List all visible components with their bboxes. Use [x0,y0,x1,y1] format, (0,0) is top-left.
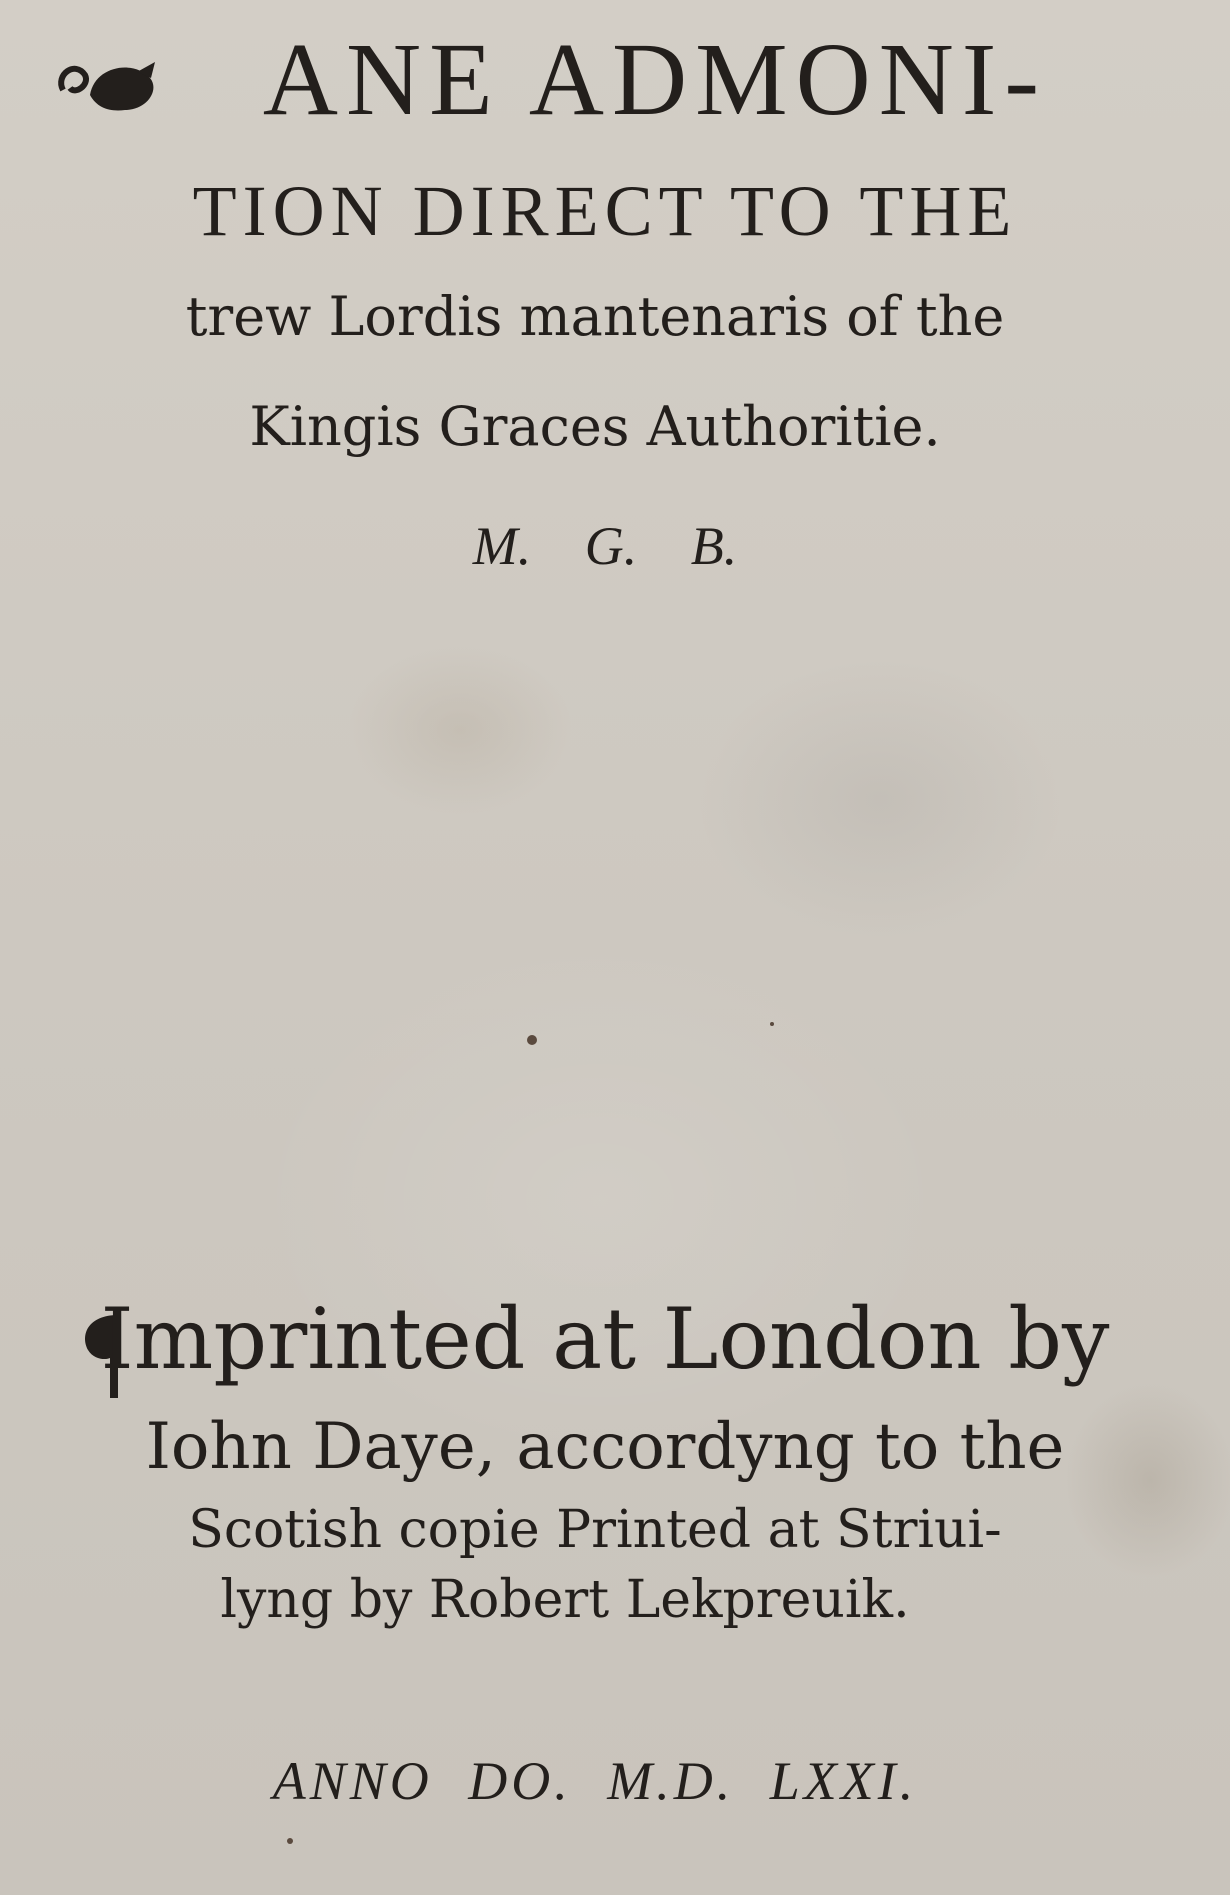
title-line-2: TION DIRECT TO THE [192,171,1018,251]
imprint-line-4: lyng by Robert Lekpreuik. [220,1570,910,1630]
imprint-line-1: Imprinted at London by [100,1290,1110,1388]
author-initials: M. G. B. [472,516,738,576]
imprint-line-3: Scotish copie Printed at Striui- [188,1500,1002,1560]
ink-speck [770,1022,774,1026]
imprint-line-2: Iohn Daye, accordyng to the [145,1410,1065,1484]
date-line: ANNO DO. M.D. LXXI. [272,1751,918,1811]
ink-speck [287,1838,293,1844]
ink-speck [527,1035,537,1045]
title-line-1: ANE ADMONI- [262,22,1048,137]
title-line-4: Kingis Graces Authoritie. [249,395,941,458]
title-line-3: trew Lordis mantenaris of the [185,285,1005,348]
